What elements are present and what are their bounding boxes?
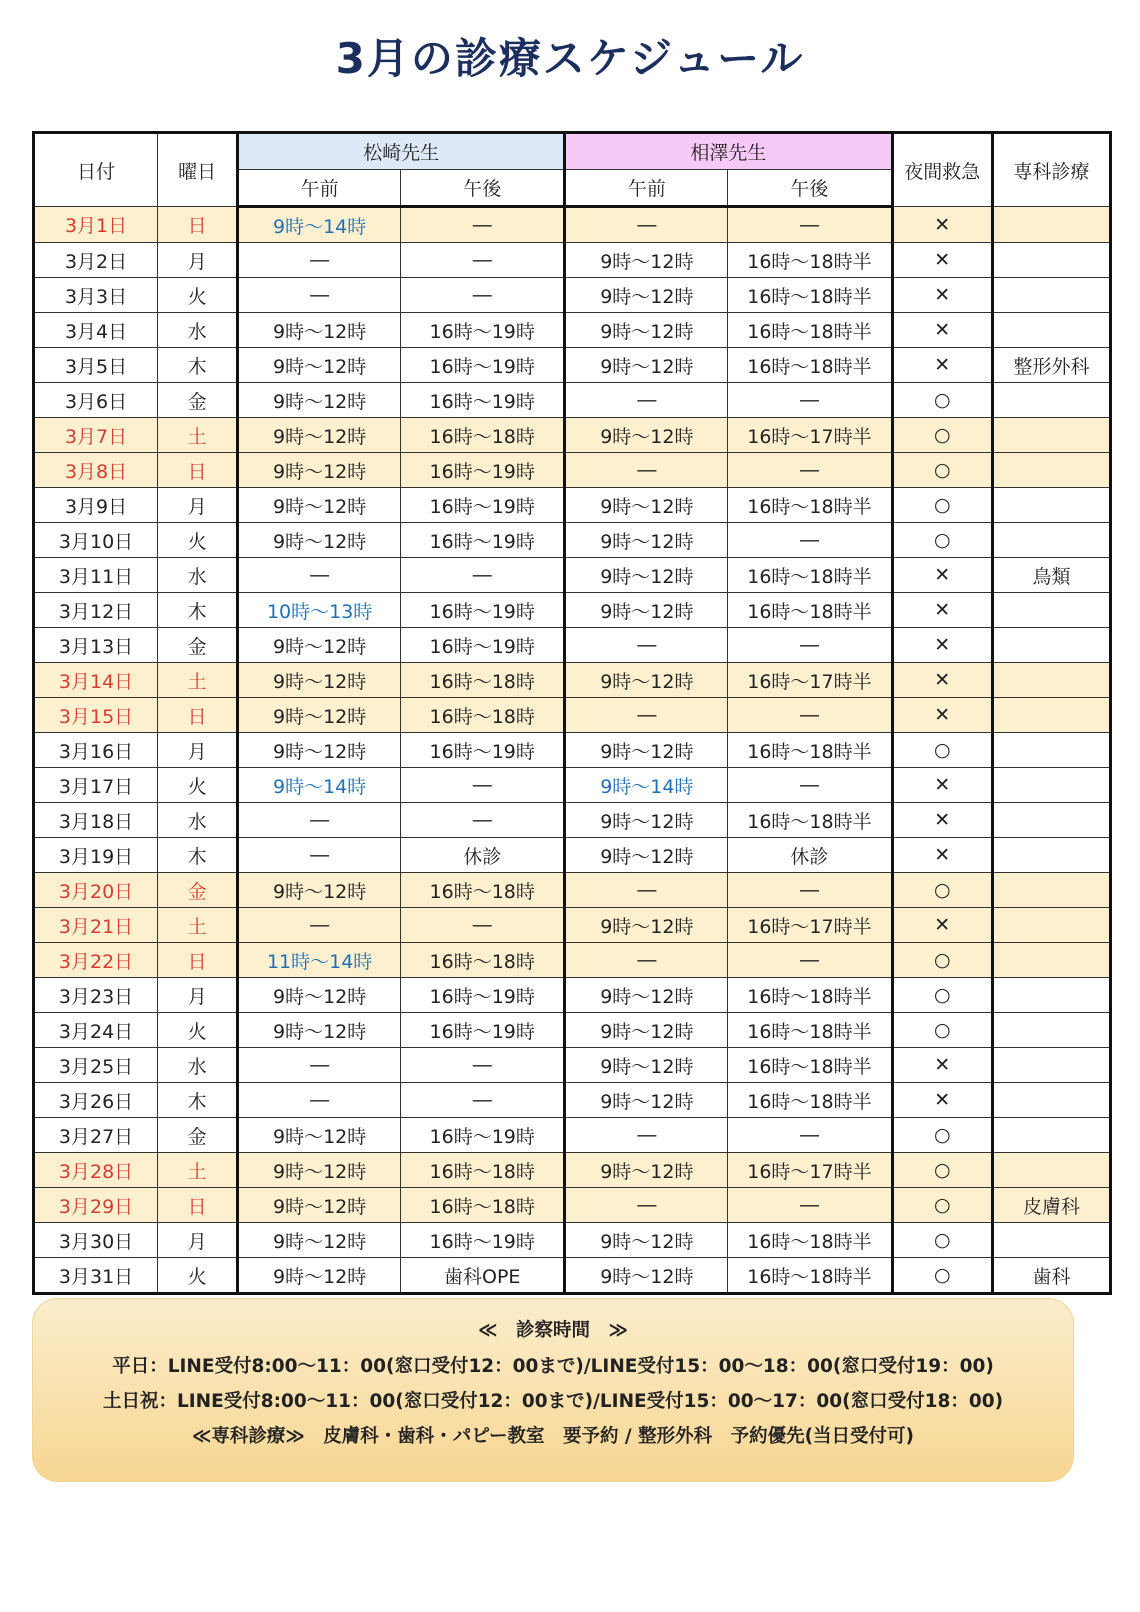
cell-specialty: 整形外科 (993, 348, 1111, 383)
cell-specialty: 鳥類 (993, 558, 1111, 593)
cell-doctor-a-pm: 16時～19時 (401, 383, 565, 418)
cell-night-emergency: ○ (892, 1118, 993, 1153)
cell-night-emergency: ○ (892, 383, 993, 418)
table-row (34, 1258, 1111, 1294)
table-row (34, 768, 1111, 803)
table-row (34, 453, 1111, 488)
cell-doctor-a-am: 9時～12時 (238, 733, 401, 768)
cell-doctor-b-am: 9時～12時 (565, 243, 728, 278)
schedule-table (32, 131, 1112, 1295)
table-row (34, 278, 1111, 313)
cell-doctor-b-pm: 16時～18時半 (728, 978, 892, 1013)
cell-weekday: 水 (158, 313, 238, 348)
cell-weekday: 木 (158, 593, 238, 628)
cell-night-emergency: ○ (892, 488, 993, 523)
cell-doctor-b-pm: 16時～17時半 (728, 1153, 892, 1188)
table-row (34, 593, 1111, 628)
cell-doctor-b-pm: 16時～18時半 (728, 1223, 892, 1258)
cell-night-emergency: ✕ (892, 1083, 993, 1118)
cell-weekday: 木 (158, 838, 238, 873)
header-doctor-a-am: 午前 (238, 170, 401, 207)
cell-doctor-b-pm: ― (728, 698, 892, 733)
header-night-emergency: 夜間救急 (892, 133, 993, 207)
cell-night-emergency: ✕ (892, 348, 993, 383)
cell-night-emergency: ✕ (892, 1048, 993, 1083)
cell-doctor-a-pm: 16時～19時 (401, 733, 565, 768)
cell-weekday: 金 (158, 383, 238, 418)
table-row (34, 383, 1111, 418)
cell-doctor-b-pm: ― (728, 523, 892, 558)
header-doctor-b: 相澤先生 (565, 133, 892, 170)
cell-specialty (993, 803, 1111, 838)
cell-doctor-b-am: 9時～12時 (565, 803, 728, 838)
cell-doctor-a-pm: ― (401, 908, 565, 943)
cell-weekday: 金 (158, 628, 238, 663)
table-row (34, 943, 1111, 978)
cell-doctor-b-am: 9時～12時 (565, 488, 728, 523)
cell-doctor-a-pm: 16時～18時 (401, 698, 565, 733)
cell-weekday: 水 (158, 558, 238, 593)
cell-date: 3月20日 (34, 873, 158, 908)
cell-weekday: 日 (158, 207, 238, 243)
cell-specialty (993, 698, 1111, 733)
cell-doctor-a-am: 9時～12時 (238, 873, 401, 908)
cell-date: 3月9日 (34, 488, 158, 523)
cell-doctor-a-am: 9時～12時 (238, 418, 401, 453)
cell-doctor-b-pm: 16時～17時半 (728, 418, 892, 453)
cell-weekday: 水 (158, 1048, 238, 1083)
cell-specialty (993, 733, 1111, 768)
cell-doctor-b-am: ― (565, 453, 728, 488)
cell-date: 3月7日 (34, 418, 158, 453)
cell-doctor-b-am: ― (565, 628, 728, 663)
cell-doctor-b-pm: ― (728, 1118, 892, 1153)
cell-date: 3月17日 (34, 768, 158, 803)
header-doctor-a: 松崎先生 (238, 133, 565, 170)
cell-weekday: 月 (158, 978, 238, 1013)
table-row (34, 207, 1111, 243)
cell-doctor-b-am: 9時～12時 (565, 1048, 728, 1083)
cell-weekday: 土 (158, 908, 238, 943)
cell-doctor-b-pm: 16時～18時半 (728, 1258, 892, 1294)
header-weekday: 曜日 (158, 133, 238, 207)
schedule-body (34, 207, 1111, 1294)
cell-specialty (993, 278, 1111, 313)
cell-weekday: 土 (158, 418, 238, 453)
cell-specialty (993, 593, 1111, 628)
cell-night-emergency: ○ (892, 733, 993, 768)
cell-night-emergency: ○ (892, 453, 993, 488)
cell-doctor-a-am: ― (238, 243, 401, 278)
cell-date: 3月23日 (34, 978, 158, 1013)
cell-date: 3月1日 (34, 207, 158, 243)
cell-doctor-a-pm: 16時～19時 (401, 593, 565, 628)
cell-doctor-b-pm: ― (728, 873, 892, 908)
cell-weekday: 日 (158, 943, 238, 978)
cell-doctor-a-am: 9時～12時 (238, 1013, 401, 1048)
cell-date: 3月26日 (34, 1083, 158, 1118)
cell-weekday: 月 (158, 243, 238, 278)
cell-doctor-a-am: 9時～12時 (238, 523, 401, 558)
cell-weekday: 火 (158, 523, 238, 558)
cell-specialty (993, 1013, 1111, 1048)
cell-weekday: 火 (158, 1258, 238, 1294)
cell-night-emergency: ○ (892, 1223, 993, 1258)
cell-specialty (993, 243, 1111, 278)
cell-specialty (993, 628, 1111, 663)
table-row (34, 1118, 1111, 1153)
cell-doctor-a-pm: ― (401, 278, 565, 313)
cell-doctor-b-pm: 16時～18時半 (728, 278, 892, 313)
cell-doctor-b-am: ― (565, 207, 728, 243)
cell-date: 3月13日 (34, 628, 158, 663)
cell-specialty (993, 383, 1111, 418)
cell-doctor-a-am: 9時～14時 (238, 207, 401, 243)
cell-date: 3月16日 (34, 733, 158, 768)
cell-doctor-b-pm: 16時～18時半 (728, 593, 892, 628)
cell-doctor-a-pm: 16時～19時 (401, 978, 565, 1013)
cell-specialty (993, 207, 1111, 243)
cell-specialty (993, 1223, 1111, 1258)
table-row (34, 978, 1111, 1013)
cell-date: 3月4日 (34, 313, 158, 348)
cell-doctor-a-am: ― (238, 1048, 401, 1083)
cell-doctor-b-am: 9時～12時 (565, 733, 728, 768)
cell-date: 3月5日 (34, 348, 158, 383)
cell-doctor-a-pm: 16時～19時 (401, 488, 565, 523)
cell-weekday: 金 (158, 873, 238, 908)
cell-doctor-a-pm: 16時～19時 (401, 313, 565, 348)
cell-specialty (993, 768, 1111, 803)
cell-doctor-a-am: 9時～12時 (238, 383, 401, 418)
cell-doctor-b-am: ― (565, 383, 728, 418)
cell-doctor-a-pm: 歯科OPE (401, 1258, 565, 1294)
cell-doctor-a-am: 9時～12時 (238, 313, 401, 348)
cell-date: 3月11日 (34, 558, 158, 593)
cell-doctor-b-pm: 16時～18時半 (728, 1083, 892, 1118)
cell-night-emergency: ✕ (892, 698, 993, 733)
cell-doctor-b-am: 9時～12時 (565, 1013, 728, 1048)
cell-date: 3月22日 (34, 943, 158, 978)
cell-doctor-b-pm: 16時～18時半 (728, 348, 892, 383)
cell-doctor-a-am: ― (238, 1083, 401, 1118)
cell-specialty (993, 1048, 1111, 1083)
cell-doctor-b-am: 9時～14時 (565, 768, 728, 803)
hours-weekend-holiday: 土日祝：LINE受付8:00～11：00(窓口受付12：00まで)/LINE受付15：00～17：00(窓口受付18：00) (102, 1391, 1004, 1412)
cell-night-emergency: ○ (892, 1153, 993, 1188)
cell-specialty (993, 908, 1111, 943)
table-row (34, 733, 1111, 768)
header-specialty: 専科診療 (993, 133, 1111, 207)
cell-date: 3月2日 (34, 243, 158, 278)
cell-doctor-b-pm: 16時～18時半 (728, 313, 892, 348)
hours-weekday: 平日：LINE受付8:00～11：00(窓口受付12：00まで)/LINE受付15：00～18：00(窓口受付19：00) (112, 1356, 994, 1377)
cell-weekday: 日 (158, 1188, 238, 1223)
cell-doctor-a-am: 9時～12時 (238, 348, 401, 383)
cell-weekday: 月 (158, 733, 238, 768)
cell-doctor-b-pm: 16時～18時半 (728, 803, 892, 838)
cell-doctor-b-am: 9時～12時 (565, 313, 728, 348)
cell-doctor-a-pm: 16時～18時 (401, 1153, 565, 1188)
table-row (34, 1153, 1111, 1188)
cell-doctor-a-am: 9時～12時 (238, 1258, 401, 1294)
cell-date: 3月14日 (34, 663, 158, 698)
cell-night-emergency: ✕ (892, 628, 993, 663)
cell-doctor-b-am: 9時～12時 (565, 1083, 728, 1118)
cell-specialty (993, 1153, 1111, 1188)
table-row (34, 1013, 1111, 1048)
table-row (34, 1188, 1111, 1223)
cell-date: 3月10日 (34, 523, 158, 558)
cell-doctor-a-pm: 休診 (401, 838, 565, 873)
cell-doctor-a-pm: 16時～19時 (401, 628, 565, 663)
cell-doctor-a-am: ― (238, 558, 401, 593)
cell-weekday: 火 (158, 278, 238, 313)
cell-specialty: 歯科 (993, 1258, 1111, 1294)
cell-doctor-a-pm: 16時～18時 (401, 943, 565, 978)
cell-date: 3月28日 (34, 1153, 158, 1188)
cell-night-emergency: ✕ (892, 207, 993, 243)
cell-weekday: 土 (158, 663, 238, 698)
cell-doctor-b-am: 9時～12時 (565, 558, 728, 593)
cell-doctor-b-pm: ― (728, 628, 892, 663)
cell-date: 3月12日 (34, 593, 158, 628)
cell-doctor-a-pm: ― (401, 1083, 565, 1118)
cell-weekday: 日 (158, 453, 238, 488)
cell-doctor-a-pm: 16時～18時 (401, 1188, 565, 1223)
cell-weekday: 日 (158, 698, 238, 733)
cell-doctor-b-pm: 休診 (728, 838, 892, 873)
hours-heading: ≪ 診察時間 ≫ (478, 1320, 628, 1341)
cell-specialty (993, 873, 1111, 908)
cell-doctor-a-pm: 16時～19時 (401, 348, 565, 383)
cell-specialty (993, 1118, 1111, 1153)
cell-night-emergency: ○ (892, 1258, 993, 1294)
cell-doctor-b-pm: ― (728, 768, 892, 803)
cell-weekday: 木 (158, 348, 238, 383)
cell-date: 3月21日 (34, 908, 158, 943)
cell-doctor-b-pm: ― (728, 207, 892, 243)
cell-night-emergency: ✕ (892, 243, 993, 278)
hours-specialty-note: ≪専科診療≫ 皮膚科・歯科・パピー教室 要予約 / 整形外科 予約優先(当日受付可) (191, 1426, 915, 1447)
cell-date: 3月15日 (34, 698, 158, 733)
cell-doctor-a-pm: 16時～19時 (401, 1118, 565, 1153)
cell-date: 3月27日 (34, 1118, 158, 1153)
cell-doctor-a-pm: ― (401, 558, 565, 593)
cell-date: 3月31日 (34, 1258, 158, 1294)
cell-night-emergency: ○ (892, 418, 993, 453)
cell-specialty (993, 943, 1111, 978)
cell-date: 3月19日 (34, 838, 158, 873)
cell-night-emergency: ○ (892, 873, 993, 908)
cell-doctor-b-am: 9時～12時 (565, 593, 728, 628)
cell-doctor-b-pm: ― (728, 383, 892, 418)
cell-doctor-a-am: ― (238, 908, 401, 943)
cell-specialty (993, 313, 1111, 348)
cell-specialty (993, 418, 1111, 453)
cell-doctor-b-pm: ― (728, 943, 892, 978)
table-row (34, 1083, 1111, 1118)
cell-doctor-a-am: 9時～12時 (238, 453, 401, 488)
cell-night-emergency: ○ (892, 1013, 993, 1048)
cell-doctor-a-am: 10時～13時 (238, 593, 401, 628)
table-row (34, 313, 1111, 348)
cell-weekday: 月 (158, 488, 238, 523)
cell-weekday: 木 (158, 1083, 238, 1118)
cell-night-emergency: ✕ (892, 558, 993, 593)
cell-doctor-a-pm: ― (401, 1048, 565, 1083)
table-row (34, 418, 1111, 453)
header-doctor-b-am: 午前 (565, 170, 728, 207)
cell-doctor-a-pm: 16時～19時 (401, 1013, 565, 1048)
cell-doctor-b-pm: 16時～18時半 (728, 488, 892, 523)
cell-specialty (993, 453, 1111, 488)
cell-doctor-b-am: ― (565, 1188, 728, 1223)
cell-date: 3月29日 (34, 1188, 158, 1223)
cell-night-emergency: ○ (892, 1188, 993, 1223)
table-row (34, 558, 1111, 593)
table-row (34, 908, 1111, 943)
cell-doctor-a-am: 9時～12時 (238, 1118, 401, 1153)
cell-doctor-a-pm: 16時～19時 (401, 453, 565, 488)
cell-night-emergency: ○ (892, 523, 993, 558)
cell-night-emergency: ✕ (892, 838, 993, 873)
cell-specialty: 皮膚科 (993, 1188, 1111, 1223)
cell-doctor-a-pm: 16時～18時 (401, 418, 565, 453)
cell-weekday: 金 (158, 1118, 238, 1153)
cell-doctor-b-am: 9時～12時 (565, 1258, 728, 1294)
cell-doctor-b-am: 9時～12時 (565, 1223, 728, 1258)
table-row (34, 523, 1111, 558)
cell-doctor-b-am: ― (565, 943, 728, 978)
cell-date: 3月8日 (34, 453, 158, 488)
cell-doctor-a-pm: 16時～19時 (401, 523, 565, 558)
cell-night-emergency: ✕ (892, 908, 993, 943)
cell-specialty (993, 488, 1111, 523)
cell-doctor-a-pm: ― (401, 768, 565, 803)
cell-doctor-a-pm: 16時～18時 (401, 663, 565, 698)
cell-doctor-b-pm: 16時～18時半 (728, 1048, 892, 1083)
cell-specialty (993, 523, 1111, 558)
page-title: 3月の診療スケジュール (335, 34, 805, 83)
cell-night-emergency: ○ (892, 943, 993, 978)
cell-doctor-b-pm: ― (728, 453, 892, 488)
header-date: 日付 (34, 133, 158, 207)
cell-specialty (993, 838, 1111, 873)
cell-weekday: 火 (158, 1013, 238, 1048)
cell-doctor-a-am: 9時～12時 (238, 663, 401, 698)
cell-doctor-b-am: 9時～12時 (565, 523, 728, 558)
cell-doctor-a-am: 9時～12時 (238, 1153, 401, 1188)
table-row (34, 488, 1111, 523)
cell-doctor-b-am: 9時～12時 (565, 978, 728, 1013)
cell-specialty (993, 1083, 1111, 1118)
cell-night-emergency: ✕ (892, 663, 993, 698)
cell-weekday: 土 (158, 1153, 238, 1188)
cell-weekday: 火 (158, 768, 238, 803)
cell-doctor-b-am: 9時～12時 (565, 278, 728, 313)
cell-date: 3月30日 (34, 1223, 158, 1258)
cell-doctor-b-am: ― (565, 1118, 728, 1153)
cell-specialty (993, 978, 1111, 1013)
cell-doctor-a-am: 9時～14時 (238, 768, 401, 803)
cell-doctor-b-pm: 16時～18時半 (728, 558, 892, 593)
cell-night-emergency: ○ (892, 978, 993, 1013)
cell-doctor-a-am: 9時～12時 (238, 488, 401, 523)
cell-night-emergency: ✕ (892, 313, 993, 348)
cell-doctor-a-pm: ― (401, 207, 565, 243)
cell-doctor-a-pm: 16時～19時 (401, 1223, 565, 1258)
cell-weekday: 水 (158, 803, 238, 838)
cell-doctor-a-am: 9時～12時 (238, 978, 401, 1013)
table-row (34, 243, 1111, 278)
cell-doctor-b-pm: ― (728, 1188, 892, 1223)
cell-doctor-a-am: 9時～12時 (238, 1188, 401, 1223)
cell-doctor-a-am: 9時～12時 (238, 1223, 401, 1258)
header-doctor-a-pm: 午後 (401, 170, 565, 207)
cell-doctor-a-pm: ― (401, 803, 565, 838)
cell-date: 3月18日 (34, 803, 158, 838)
cell-date: 3月25日 (34, 1048, 158, 1083)
header-doctor-b-pm: 午後 (728, 170, 892, 207)
table-row (34, 838, 1111, 873)
table-row (34, 803, 1111, 838)
cell-doctor-a-am: ― (238, 803, 401, 838)
cell-specialty (993, 663, 1111, 698)
cell-doctor-b-am: ― (565, 698, 728, 733)
cell-doctor-b-am: 9時～12時 (565, 838, 728, 873)
cell-doctor-b-pm: 16時～17時半 (728, 663, 892, 698)
cell-night-emergency: ✕ (892, 803, 993, 838)
table-row (34, 873, 1111, 908)
cell-doctor-b-am: 9時～12時 (565, 1153, 728, 1188)
cell-night-emergency: ✕ (892, 768, 993, 803)
cell-date: 3月6日 (34, 383, 158, 418)
cell-doctor-b-am: 9時～12時 (565, 663, 728, 698)
cell-night-emergency: ✕ (892, 278, 993, 313)
cell-date: 3月24日 (34, 1013, 158, 1048)
cell-doctor-a-am: ― (238, 278, 401, 313)
cell-doctor-a-am: 11時～14時 (238, 943, 401, 978)
consultation-hours-box (32, 1298, 1074, 1482)
cell-date: 3月3日 (34, 278, 158, 313)
cell-doctor-a-am: 9時～12時 (238, 698, 401, 733)
cell-doctor-b-am: 9時～12時 (565, 348, 728, 383)
cell-night-emergency: ✕ (892, 593, 993, 628)
cell-doctor-b-pm: 16時～18時半 (728, 1013, 892, 1048)
cell-doctor-b-am: 9時～12時 (565, 908, 728, 943)
cell-doctor-b-am: 9時～12時 (565, 418, 728, 453)
cell-doctor-a-am: 9時～12時 (238, 628, 401, 663)
table-row (34, 628, 1111, 663)
cell-doctor-a-pm: ― (401, 243, 565, 278)
cell-doctor-a-pm: 16時～18時 (401, 873, 565, 908)
table-row (34, 698, 1111, 733)
cell-doctor-b-pm: 16時～17時半 (728, 908, 892, 943)
table-row (34, 1223, 1111, 1258)
cell-weekday: 月 (158, 1223, 238, 1258)
cell-doctor-a-am: ― (238, 838, 401, 873)
cell-doctor-b-pm: 16時～18時半 (728, 733, 892, 768)
cell-doctor-b-am: ― (565, 873, 728, 908)
table-row (34, 1048, 1111, 1083)
table-row (34, 663, 1111, 698)
cell-doctor-b-pm: 16時～18時半 (728, 243, 892, 278)
table-row (34, 348, 1111, 383)
